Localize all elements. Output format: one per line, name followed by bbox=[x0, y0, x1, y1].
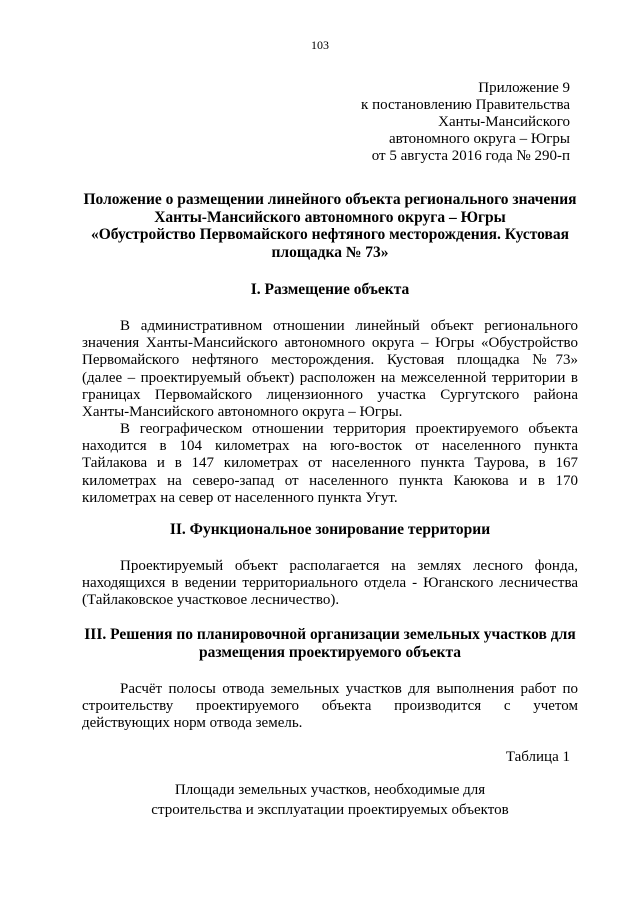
page-number: 103 bbox=[311, 38, 329, 52]
caption-line: строительства и эксплуатации проектируемых объектов bbox=[151, 802, 509, 818]
text-line: (далее – проектируемый объект) расположен на межселенной территории в bbox=[82, 369, 578, 386]
text-line: (Тайлаковское участковое лесничество). bbox=[82, 592, 340, 609]
appendix-line: Приложение 9 bbox=[478, 80, 570, 96]
text-line: Первомайского нефтяного месторождения. Кустовая площадка №73» bbox=[82, 352, 578, 369]
section-1-heading: I. Размещение объекта bbox=[250, 281, 410, 298]
section-3-heading bbox=[82, 626, 578, 661]
section-1-paragraph-1 bbox=[82, 318, 578, 421]
title-line: «Обустройство Первомайского нефтяного месторождения. Кустовая bbox=[90, 226, 570, 243]
text-line: В географическом отношении территория проектируемого объекта bbox=[120, 421, 578, 437]
text-line: границах Первомайского лицензионного участка Сургутского района bbox=[82, 386, 578, 403]
text-line: значения Ханты-Мансийского автономного округа – Югры «Обустройство bbox=[82, 335, 578, 352]
text-line: километрах на север от населенного пункта Угут. bbox=[82, 489, 398, 506]
appendix-header bbox=[361, 80, 570, 165]
text-line: Тайлакова и в 147 километрах от населенного пункта Таурова, в 167 bbox=[82, 455, 578, 472]
text-line: действующих норм отвода земель. bbox=[82, 715, 303, 732]
title-line: Положение о размещении линейного объекта регионального значения bbox=[83, 191, 577, 208]
section-3-paragraph-1 bbox=[82, 681, 578, 733]
heading-line: размещения проектируемого объекта bbox=[198, 643, 462, 661]
text-line: находится в 104 километрах на юго-восток от населенного пункта bbox=[82, 438, 578, 455]
appendix-line: от 5 августа 2016 года № 290-п bbox=[371, 148, 570, 164]
text-line: находящихся в ведении территориального отдела - Юганского лесничества bbox=[82, 575, 578, 592]
caption-line: Площади земельных участков, необходимые для bbox=[174, 782, 486, 798]
text-line: Проектируемый объект располагается на землях лесного фонда, bbox=[120, 558, 578, 574]
title-line: площадка № 73» bbox=[271, 243, 389, 261]
heading-line: III. Решения по планировочной организации земельных участков для bbox=[84, 626, 576, 643]
text-line: километрах на северо-запад от населенного пункта Каюкова и в 170 bbox=[82, 472, 578, 489]
text-line: Расчёт полосы отвода земельных участков для выполнения работ по bbox=[120, 681, 578, 697]
table-caption bbox=[82, 780, 578, 820]
appendix-line: автономного округа – Югры bbox=[388, 131, 570, 147]
appendix-line: Ханты-Мансийского bbox=[438, 114, 570, 130]
appendix-line: к постановлению Правительства bbox=[361, 97, 570, 113]
document-title bbox=[82, 191, 578, 261]
text-line: В административном отношении линейный объект регионального bbox=[120, 318, 578, 334]
table-label: Таблица 1 bbox=[505, 749, 570, 765]
title-line: Ханты-Мансийского автономного округа – Югры bbox=[154, 208, 506, 226]
text-line: Ханты-Мансийского автономного округа – Югры. bbox=[82, 404, 403, 421]
section-2-paragraph-1 bbox=[82, 558, 578, 610]
section-2-heading: II. Функциональное зонирование территории bbox=[169, 521, 491, 538]
text-line: строительству проектируемого объекта производится с учетом bbox=[82, 698, 578, 715]
section-1-paragraph-2 bbox=[82, 421, 578, 507]
